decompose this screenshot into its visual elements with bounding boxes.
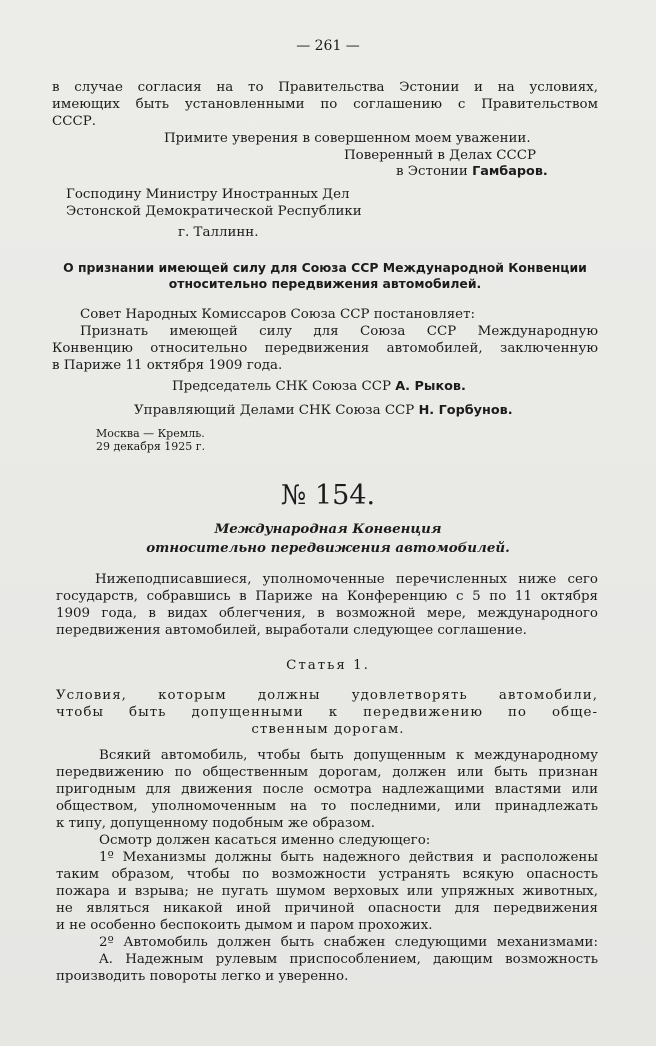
decree-title-line1: О признании имеющей силу для Союза ССР Международной Конвенции: [63, 260, 587, 275]
article-heading-line: Условия, которым должны удовлетворять автомобили,: [56, 688, 598, 703]
addressee-city: г. Таллинн.: [178, 225, 259, 240]
convention-title-line2: относительно передвижения автомобилей.: [146, 540, 510, 556]
letter-line: СССР.: [52, 114, 97, 129]
body-line: к типу, допущенному подобным же образом.: [56, 816, 376, 831]
intro-line: Нижеподписавшиеся, уполномоченные перечисленных ниже сего: [95, 572, 598, 587]
document-number: № 154.: [280, 480, 376, 511]
signature-prefix: в Эстонии: [396, 164, 468, 179]
decree-line: Признать имеющей силу для Союза ССР Международную: [80, 324, 598, 339]
body-line: Всякий автомобиль, чтобы быть допущенным к международному: [99, 748, 598, 763]
intro-line: передвижения автомобилей, выработали следующее соглашение.: [56, 623, 527, 638]
article-heading-line: ственным дорогам.: [251, 722, 405, 737]
signer1-name: А. Рыков.: [395, 379, 466, 394]
article-heading-line: чтобы быть допущенными к передвижению по обще-: [56, 705, 598, 720]
signature-line: [396, 163, 548, 181]
body-line: A. Надежным рулевым приспособлением, дающим возможность: [99, 952, 598, 967]
convention-title-line1: Международная Конвенция: [214, 521, 442, 537]
decree-line: в Париже 11 октября 1909 года.: [52, 358, 283, 373]
body-line: пожара и взрыва; не пугать шумом верховых или упряжных животных,: [56, 884, 598, 899]
decree-signer2: [134, 402, 513, 420]
article-label: Статья 1.: [286, 658, 370, 673]
signature-name: Гамбаров.: [472, 164, 548, 179]
signer2-title: Управляющий Делами СНК Союза ССР: [134, 403, 415, 418]
body-line: не являться никакой иной причиной опасности для передвижения: [56, 901, 598, 916]
decree-date: 29 декабря 1925 г.: [96, 440, 206, 453]
page-number: — 261 —: [296, 38, 360, 54]
addressee-line: Эстонской Демократической Республики: [66, 204, 362, 219]
body-line: передвижению по общественным дорогам, должен или быть признан: [56, 765, 598, 780]
body-line: 2º Автомобиль должен быть снабжен следующими механизмами:: [99, 935, 598, 950]
body-line: 1º Механизмы должны быть надежного действия и расположены: [99, 850, 598, 865]
letter-line: в случае согласия на то Правительства Эстонии и на условиях,: [52, 80, 598, 95]
decree-title-line2: относительно передвижения автомобилей.: [168, 276, 482, 291]
decree-signer1: [172, 378, 466, 396]
signer1-title: Председатель СНК Союза ССР: [172, 379, 392, 394]
decree-line: Совет Народных Комиссаров Союза ССР постановляет:: [80, 307, 476, 322]
decree-line: Конвенцию относительно передвижения автомобилей, заключенную: [52, 341, 598, 356]
body-line: таким образом, чтобы по возможности устранять всякую опасность: [56, 867, 598, 882]
body-line: Осмотр должен касаться именно следующего:: [99, 833, 431, 848]
body-line: обществом, уполномоченным на то последними, или принадлежать: [56, 799, 598, 814]
body-line: и не особенно беспокоить дымом и паром прохожих.: [56, 918, 433, 933]
intro-line: государств, собравшись в Париже на Конференцию с 5 по 11 октября: [56, 589, 598, 604]
signer2-name: Н. Горбунов.: [418, 403, 513, 418]
body-line: производить повороты легко и уверенно.: [56, 969, 349, 984]
addressee-line: Господину Министру Иностранных Дел: [66, 187, 350, 202]
letter-line: имеющих быть установленными по соглашению с Правительством: [52, 97, 598, 112]
body-line: пригодным для движения после осмотра надлежащими властями или: [56, 782, 598, 797]
signature-title: Поверенный в Делах СССР: [344, 148, 537, 163]
decree-place: Москва — Кремль.: [96, 427, 205, 440]
letter-closing: Примите уверения в совершенном моем уважении.: [164, 131, 531, 146]
intro-line: 1909 года, в видах облегчения, в возможной мере, международного: [56, 606, 598, 621]
